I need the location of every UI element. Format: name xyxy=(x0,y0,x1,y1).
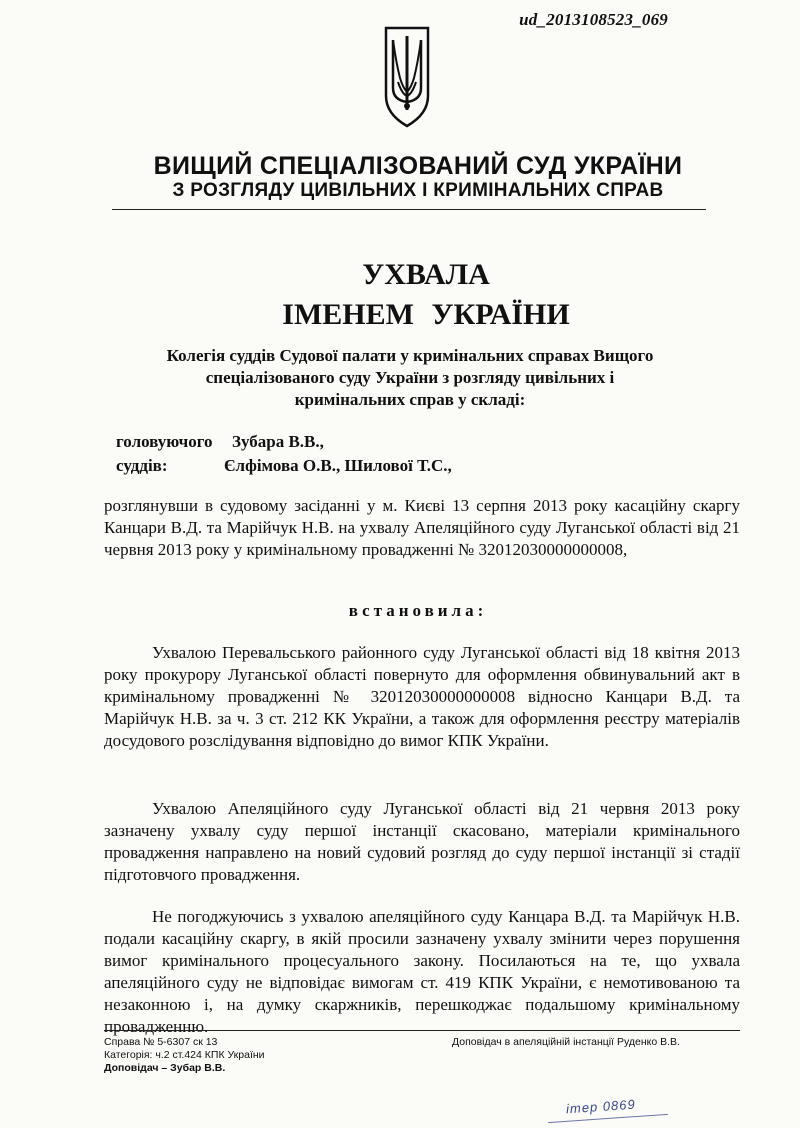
footer-divider xyxy=(104,1030,740,1031)
intro-paragraph: розглянувши в судовому засіданні у м. Києві 13 серпня 2013 року касаційну скаргу Канцари В.Д. та Марійчук Н.В. на ухвалу Апеляційного суду Луганської області від 21 червня 2013 року у кримінальному провадженні № 32012030000000008, xyxy=(104,496,740,559)
title-divider xyxy=(112,209,706,210)
judges-row xyxy=(116,454,452,478)
established-heading: встановила: xyxy=(348,601,488,620)
paragraph-1: Ухвалою Перевальського районного суду Луганської області від 18 квітня 2013 року прокурору Луганської області повернуто для оформлення обвинувальний акт в кримінальному провадженні № 32012030000000008 відносно Канцари В.Д. та Марійчук Н.В. за ч. 3 ст. 212 КК України, а також для оформлення реєстру матеріалів досудового розслідування відповідно до вимог КПК України. xyxy=(104,643,740,750)
case-reporter: Доповідач – Зубар В.В. xyxy=(104,1062,226,1074)
page-stamp: imep 0869 xyxy=(565,1096,637,1117)
paragraph-2: Ухвалою Апеляційного суду Луганської області від 21 червня 2013 року зазначену ухвалу суду першої інстанції скасовано, матеріали кримінального провадження направлено на новий судовий розгляд до суду першої інстанції зі стадії підготовчого провадження. xyxy=(104,799,740,884)
judges-list xyxy=(116,430,452,478)
judges-names: Єлфімова О.В., Шилової Т.С., xyxy=(224,456,452,475)
presiding-label: головуючого xyxy=(116,432,213,451)
court-title: ВИЩИЙ СПЕЦІАЛІЗОВАНИЙ СУД УКРАЇНИ xyxy=(153,152,683,180)
document-type: УХВАЛА xyxy=(362,258,490,291)
appeal-reporter: Доповідач в апеляційній інстанції Руденко В.В. xyxy=(452,1036,680,1048)
presiding-row xyxy=(116,430,452,454)
college-composition: Колегія суддів Судової палати у кримінальних справах Вищого спеціалізованого суду України з розгляду цивільних і кримінальних справ у складі: xyxy=(166,346,654,409)
paragraph-3: Не погоджуючись з ухвалою апеляційного суду Канцара В.Д. та Марійчук Н.В. подали касаційну скаргу, в якій просили зазначену ухвалу змінити через порушення вимог кримінального процесуального закону. Посилаються на те, що ухвала апеляційного суду не відповідає вимогам ст. 419 КПК України, є немотивованою та незаконною і, на думку скаржників, перешкоджає подальшому кримінальному провадженню. xyxy=(104,907,740,1036)
presiding-name: Зубара В.В., xyxy=(232,432,324,451)
tryzub-coat-of-arms-icon xyxy=(382,22,432,132)
case-number: Справа № 5-6307 ск 13 xyxy=(104,1036,218,1048)
document-heading: ІМЕНЕМ УКРАЇНИ xyxy=(282,298,570,331)
judges-label: суддів: xyxy=(116,456,168,475)
court-subtitle: З РОЗГЛЯДУ ЦИВІЛЬНИХ І КРИМІНАЛЬНИХ СПРАВ xyxy=(172,180,664,201)
document-id: ud_2013108523_069 xyxy=(519,10,668,29)
case-category: Категорія: ч.2 ст.424 КПК України xyxy=(104,1049,265,1061)
